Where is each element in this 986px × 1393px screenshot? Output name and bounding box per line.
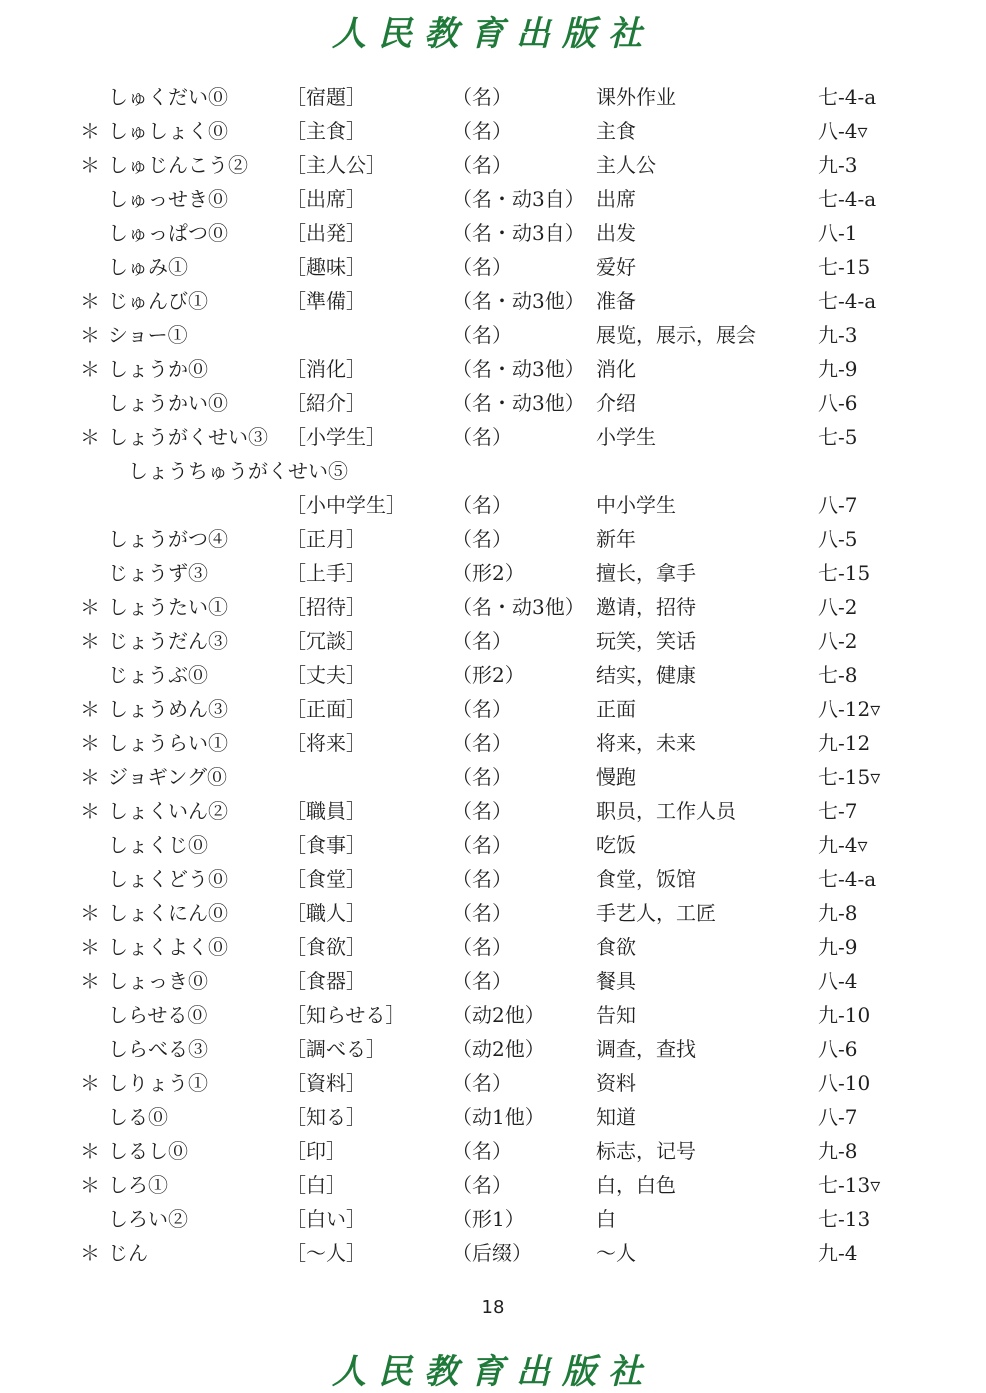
entry-lesson: 九-9 (818, 357, 858, 381)
vocab-row (0, 624, 986, 658)
entry-kanji: ［印］ (286, 1139, 346, 1163)
entry-meaning: 吃饭 (596, 833, 636, 857)
entry-meaning: 擅长，拿手 (596, 561, 696, 585)
entry-meaning: 慢跑 (596, 765, 636, 789)
entry-kanji: ［消化］ (286, 357, 366, 381)
entry-marker: ＊ (80, 1241, 100, 1265)
entry-meaning: 告知 (596, 1003, 636, 1027)
vocab-row (0, 318, 986, 352)
entry-kanji: ［知る］ (286, 1105, 366, 1129)
entry-reading: しりょう① (108, 1071, 208, 1095)
entry-meaning: ～人 (596, 1241, 636, 1265)
entry-lesson: 八-2 (818, 629, 858, 653)
vocab-row (0, 590, 986, 624)
entry-lesson: 七-4-a (818, 187, 877, 211)
entry-meaning: 结实，健康 (596, 663, 696, 687)
vocab-row (0, 114, 986, 148)
vocab-row (0, 794, 986, 828)
entry-kanji: ［準備］ (286, 289, 366, 313)
entry-marker: ＊ (80, 1173, 100, 1197)
entry-meaning: 新年 (596, 527, 636, 551)
entry-meaning: 手艺人，工匠 (596, 901, 716, 925)
entry-kanji: ［出席］ (286, 187, 366, 211)
entry-part-of-speech: （形1） (452, 1207, 525, 1231)
vocab-row (0, 420, 986, 454)
entry-meaning: 主食 (596, 119, 636, 143)
entry-reading: ジョギング⓪ (108, 765, 227, 789)
entry-meaning: 白 (596, 1207, 616, 1231)
entry-reading: しゅみ① (108, 255, 188, 279)
entry-part-of-speech: （名） (452, 799, 512, 823)
entry-meaning: 调查，查找 (596, 1037, 696, 1061)
vocab-row (0, 930, 986, 964)
entry-meaning: 餐具 (596, 969, 636, 993)
entry-lesson: 八-10 (818, 1071, 871, 1095)
entry-kanji: ［上手］ (286, 561, 366, 585)
entry-kanji: ［資料］ (286, 1071, 366, 1095)
entry-marker: ＊ (80, 119, 100, 143)
entry-part-of-speech: （名） (452, 153, 512, 177)
vocab-row (0, 216, 986, 250)
entry-kanji: ［宿題］ (286, 85, 366, 109)
entry-lesson: 九-4 (818, 1241, 858, 1265)
entry-lesson: 八-2 (818, 595, 858, 619)
entry-part-of-speech: （名） (452, 527, 512, 551)
entry-lesson: 九-3 (818, 153, 858, 177)
vocab-row (0, 964, 986, 998)
vocab-row (0, 386, 986, 420)
entry-lesson: 七-4-a (818, 867, 877, 891)
entry-reading: ショー① (108, 323, 188, 347)
entry-reading: しゅしょく⓪ (108, 119, 228, 143)
publisher-logo-footer: 人民教育出版社 (332, 1352, 654, 1392)
entry-reading: しゅくだい⓪ (108, 85, 228, 109)
entry-lesson: 七-7 (818, 799, 858, 823)
entry-kanji: ［紹介］ (286, 391, 366, 415)
entry-lesson: 七-15 (818, 561, 871, 585)
entry-part-of-speech: （名） (452, 731, 512, 755)
entry-reading: じょうぶ⓪ (108, 663, 208, 687)
entry-meaning: 出发 (596, 221, 636, 245)
page-number: 18 (481, 1297, 505, 1318)
entry-kanji: ［丈夫］ (286, 663, 366, 687)
entry-marker: ＊ (80, 153, 100, 177)
entry-meaning: 小学生 (596, 425, 656, 449)
entry-meaning: 玩笑，笑话 (596, 629, 696, 653)
entry-part-of-speech: （后缀） (452, 1241, 532, 1265)
vocab-row (0, 284, 986, 318)
entry-marker: ＊ (80, 697, 100, 721)
entry-kanji: ［主食］ (286, 119, 366, 143)
vocab-row (0, 352, 986, 386)
entry-kanji: ［正月］ (286, 527, 366, 551)
entry-kanji: ［正面］ (286, 697, 366, 721)
entry-meaning: 知道 (596, 1105, 636, 1129)
entry-reading: しょくいん② (108, 799, 228, 823)
entry-reading: じゅんび① (108, 289, 208, 313)
vocab-row (0, 828, 986, 862)
entry-lesson: 七-13▿ (818, 1173, 881, 1197)
entry-part-of-speech: （名・动3他） (452, 357, 585, 381)
entry-reading: しょくじ⓪ (108, 833, 208, 857)
entry-reading: しょうたい① (108, 595, 228, 619)
entry-kanji: ［冗談］ (286, 629, 366, 653)
entry-lesson: 七-15▿ (818, 765, 881, 789)
entry-lesson: 九-9 (818, 935, 858, 959)
vocab-row (0, 1202, 986, 1236)
entry-marker: ＊ (80, 629, 100, 653)
entry-reading: しょっき⓪ (108, 969, 208, 993)
vocab-row (0, 1066, 986, 1100)
entry-reading: しろ① (108, 1173, 168, 1197)
entry-lesson: 九-8 (818, 901, 858, 925)
vocab-row (0, 1134, 986, 1168)
vocab-row (0, 896, 986, 930)
vocab-row (0, 488, 986, 522)
entry-part-of-speech: （名） (452, 1071, 512, 1095)
entry-lesson: 九-10 (818, 1003, 871, 1027)
entry-meaning: 食欲 (596, 935, 636, 959)
vocab-row (0, 1100, 986, 1134)
entry-part-of-speech: （名） (452, 1173, 512, 1197)
entry-kanji: ［食欲］ (286, 935, 366, 959)
entry-marker: ＊ (80, 323, 100, 347)
entry-reading: しろい② (108, 1207, 188, 1231)
entry-kanji: ［招待］ (286, 595, 366, 619)
entry-meaning: 资料 (596, 1071, 636, 1095)
vocabulary-list (0, 80, 986, 1270)
entry-lesson: 七-8 (818, 663, 858, 687)
entry-meaning: 主人公 (596, 153, 656, 177)
entry-kanji: ［職人］ (286, 901, 366, 925)
publisher-logo-header: 人民教育出版社 (332, 14, 654, 54)
entry-meaning: 介绍 (596, 391, 636, 415)
entry-reading: しょくよく⓪ (108, 935, 228, 959)
entry-lesson: 八-4 (818, 969, 858, 993)
vocab-row (0, 1032, 986, 1066)
entry-kanji: ［食事］ (286, 833, 366, 857)
entry-reading: しょくにん⓪ (108, 901, 228, 925)
vocab-row (0, 80, 986, 114)
entry-part-of-speech: （动1他） (452, 1105, 545, 1129)
vocab-row (0, 998, 986, 1032)
entry-marker: ＊ (80, 1071, 100, 1095)
entry-reading: じょうず③ (108, 561, 208, 585)
entry-lesson: 八-6 (818, 1037, 858, 1061)
entry-part-of-speech: （名） (452, 493, 512, 517)
entry-marker: ＊ (80, 1139, 100, 1163)
entry-reading: しょうかい⓪ (108, 391, 228, 415)
entry-lesson: 八-6 (818, 391, 858, 415)
entry-part-of-speech: （名・动3自） (452, 221, 585, 245)
entry-kanji: ［小中学生］ (286, 493, 406, 517)
entry-reading: しょうがつ④ (108, 527, 228, 551)
entry-meaning: 标志，记号 (596, 1139, 696, 1163)
vocab-row (0, 862, 986, 896)
entry-part-of-speech: （名） (452, 425, 512, 449)
entry-lesson: 九-12 (818, 731, 871, 755)
entry-part-of-speech: （形2） (452, 663, 525, 687)
entry-lesson: 九-8 (818, 1139, 858, 1163)
entry-part-of-speech: （形2） (452, 561, 525, 585)
entry-kanji: ［出発］ (286, 221, 366, 245)
entry-part-of-speech: （名） (452, 119, 512, 143)
entry-kanji: ［職員］ (286, 799, 366, 823)
entry-meaning: 正面 (596, 697, 636, 721)
vocab-row (0, 726, 986, 760)
entry-kanji: ［主人公］ (286, 153, 386, 177)
entry-kanji: ［知らせる］ (286, 1003, 406, 1027)
entry-meaning: 爱好 (596, 255, 636, 279)
entry-kanji: ［～人］ (286, 1241, 366, 1265)
entry-meaning: 中小学生 (596, 493, 676, 517)
vocab-row (0, 556, 986, 590)
entry-lesson: 八-7 (818, 493, 858, 517)
vocab-row (0, 760, 986, 794)
entry-meaning: 食堂，饭馆 (596, 867, 696, 891)
entry-part-of-speech: （名） (452, 255, 512, 279)
entry-lesson: 八-7 (818, 1105, 858, 1129)
vocab-row (0, 658, 986, 692)
entry-part-of-speech: （名） (452, 969, 512, 993)
entry-kanji: ［白い］ (286, 1207, 366, 1231)
entry-lesson: 七-4-a (818, 85, 877, 109)
entry-marker: ＊ (80, 765, 100, 789)
entry-part-of-speech: （名） (452, 697, 512, 721)
entry-part-of-speech: （名） (452, 1139, 512, 1163)
entry-part-of-speech: （名） (452, 85, 512, 109)
entry-marker: ＊ (80, 289, 100, 313)
entry-lesson: 九-3 (818, 323, 858, 347)
entry-meaning: 将来，未来 (596, 731, 696, 755)
entry-part-of-speech: （名・动3他） (452, 289, 585, 313)
vocab-row (0, 522, 986, 556)
entry-marker: ＊ (80, 901, 100, 925)
entry-kanji: ［将来］ (286, 731, 366, 755)
entry-lesson: 七-15 (818, 255, 871, 279)
entry-marker: ＊ (80, 595, 100, 619)
entry-reading: しょうちゅうがくせい⑤ (128, 459, 348, 483)
vocab-row (0, 182, 986, 216)
entry-reading: しゅじんこう② (108, 153, 248, 177)
entry-reading: しゅっせき⓪ (108, 187, 228, 211)
entry-reading: しょうらい① (108, 731, 228, 755)
entry-reading: じょうだん③ (108, 629, 228, 653)
vocab-row (0, 250, 986, 284)
entry-meaning: 白，白色 (596, 1173, 676, 1197)
entry-reading: しらせる⓪ (108, 1003, 208, 1027)
entry-reading: しる⓪ (108, 1105, 168, 1129)
entry-part-of-speech: （名） (452, 867, 512, 891)
vocab-row (0, 1168, 986, 1202)
entry-lesson: 八-4▿ (818, 119, 868, 143)
vocab-row (0, 148, 986, 182)
entry-lesson: 七-13 (818, 1207, 871, 1231)
entry-marker: ＊ (80, 731, 100, 755)
entry-part-of-speech: （名） (452, 935, 512, 959)
vocab-row (0, 454, 986, 488)
entry-lesson: 八-5 (818, 527, 858, 551)
entry-marker: ＊ (80, 425, 100, 449)
entry-meaning: 职员，工作人员 (596, 799, 736, 823)
entry-lesson: 八-12▿ (818, 697, 881, 721)
entry-meaning: 邀请，招待 (596, 595, 696, 619)
vocab-row (0, 692, 986, 726)
entry-reading: じん (108, 1241, 148, 1265)
entry-reading: しらべる③ (108, 1037, 208, 1061)
entry-part-of-speech: （动2他） (452, 1003, 545, 1027)
entry-reading: しょうがくせい③ (108, 425, 268, 449)
entry-reading: しゅっぱつ⓪ (108, 221, 228, 245)
entry-kanji: ［調べる］ (286, 1037, 386, 1061)
entry-part-of-speech: （动2他） (452, 1037, 545, 1061)
entry-reading: しょうか⓪ (108, 357, 208, 381)
entry-marker: ＊ (80, 799, 100, 823)
entry-meaning: 出席 (596, 187, 636, 211)
entry-reading: しるし⓪ (108, 1139, 188, 1163)
entry-part-of-speech: （名・动3自） (452, 187, 585, 211)
entry-meaning: 展览，展示，展会 (596, 323, 756, 347)
entry-part-of-speech: （名） (452, 901, 512, 925)
entry-kanji: ［趣味］ (286, 255, 366, 279)
entry-kanji: ［食器］ (286, 969, 366, 993)
entry-part-of-speech: （名） (452, 833, 512, 857)
entry-reading: しょくどう⓪ (108, 867, 228, 891)
entry-reading: しょうめん③ (108, 697, 228, 721)
entry-marker: ＊ (80, 969, 100, 993)
entry-lesson: 九-4▿ (818, 833, 868, 857)
entry-lesson: 八-1 (818, 221, 858, 245)
entry-part-of-speech: （名・动3他） (452, 595, 585, 619)
entry-part-of-speech: （名・动3他） (452, 391, 585, 415)
entry-lesson: 七-4-a (818, 289, 877, 313)
vocab-row (0, 1236, 986, 1270)
entry-meaning: 准备 (596, 289, 636, 313)
entry-marker: ＊ (80, 357, 100, 381)
entry-meaning: 消化 (596, 357, 636, 381)
entry-part-of-speech: （名） (452, 323, 512, 347)
entry-kanji: ［食堂］ (286, 867, 366, 891)
entry-part-of-speech: （名） (452, 629, 512, 653)
entry-marker: ＊ (80, 935, 100, 959)
entry-lesson: 七-5 (818, 425, 858, 449)
entry-meaning: 课外作业 (596, 85, 676, 109)
entry-kanji: ［白］ (286, 1173, 346, 1197)
entry-kanji: ［小学生］ (286, 425, 386, 449)
entry-part-of-speech: （名） (452, 765, 512, 789)
